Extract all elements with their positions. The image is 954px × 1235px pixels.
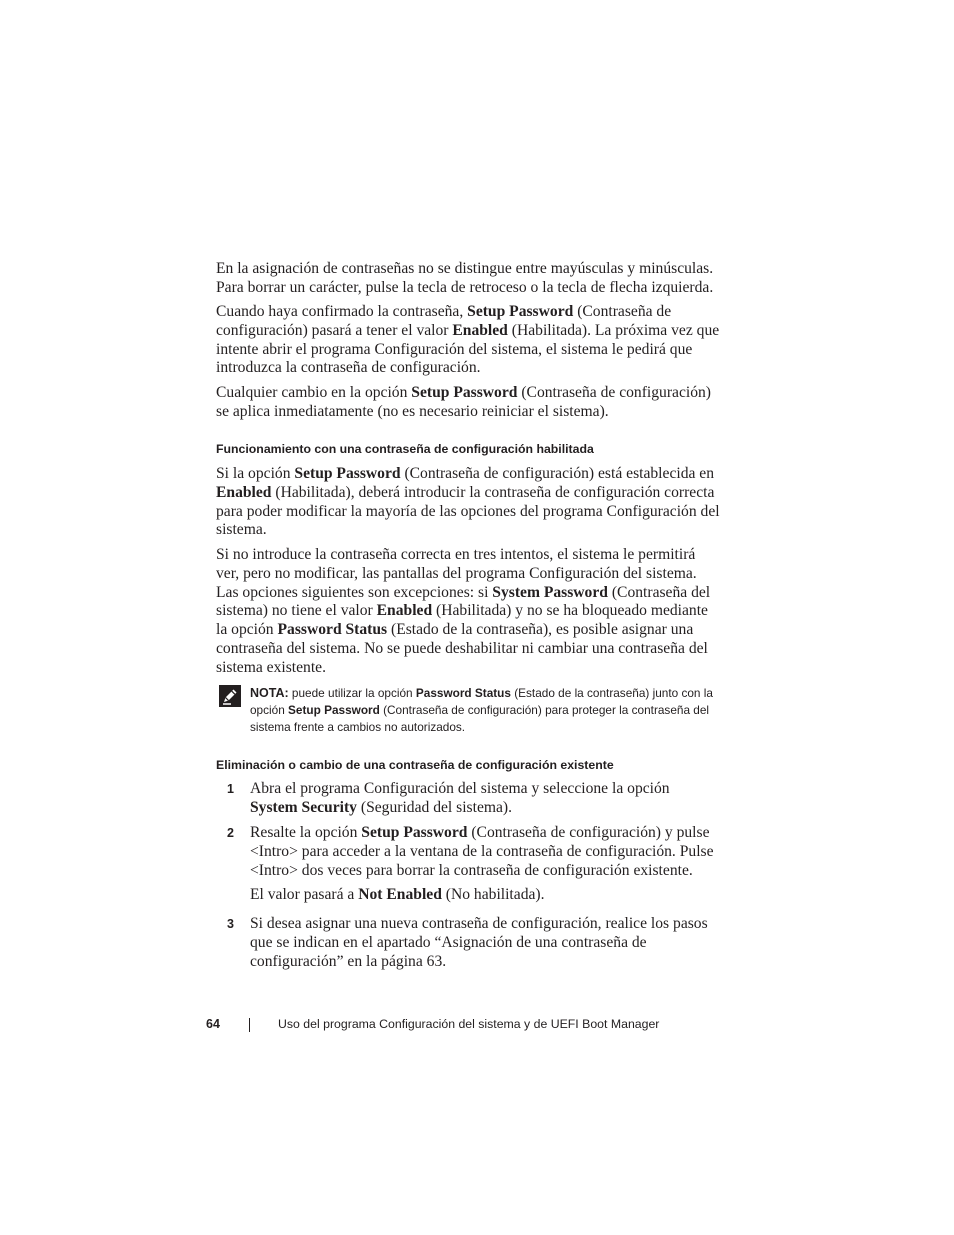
- paragraph-password-case: En la asignación de contraseñas no se distingue entre mayúsculas y minúsculas. Para borrar un carácter, pulse la tecla de retroceso o la tecla de flecha izquierda.: [216, 260, 714, 296]
- value-enabled: Enabled: [376, 602, 433, 620]
- option-system-security: System Security: [250, 798, 357, 816]
- value-not-enabled: Not Enabled: [358, 886, 442, 903]
- paragraph-enabled-password: Si la opción Setup Password (Contraseña de configuración) está establecida en Enabled (Habilitada), deberá introducir la contraseña de configuración correcta para poder modificar la mayoría de las opciones del programa Configuración del sistema.: [216, 465, 720, 539]
- option-setup-password: Setup Password: [361, 824, 468, 841]
- paragraph-immediate-change: Cualquier cambio en la opción Setup Password (Contraseña de configuración) se aplica inmediatamente (no es necesario reiniciar el sistema).: [216, 384, 711, 420]
- step-subtext: El valor pasará a Not Enabled (No habilitada).: [250, 886, 545, 903]
- footer-separator: [249, 1018, 250, 1032]
- option-setup-password: Setup Password: [288, 703, 380, 717]
- value-enabled: Enabled: [216, 483, 272, 501]
- step-text: Abra el programa Configuración del sistema y seleccione la opción System Security (Seguridad del sistema).: [250, 780, 670, 816]
- option-password-status: Password Status: [277, 621, 388, 639]
- footer-chapter-title: Uso del programa Configuración del sistema y de UEFI Boot Manager: [278, 1017, 660, 1031]
- step-text: Si desea asignar una nueva contraseña de configuración, realice los pasos que se indican en el apartado “Asignación de una contraseña de configuración” en la página 63.: [250, 915, 708, 970]
- paragraph-three-attempts: Si no introduce la contraseña correcta en tres intentos, el sistema le permitirá ver, pero no modificar, las pantallas del programa Configuración del sistema. Las opciones siguientes son excepciones: si System Password (Contraseña del sistema) no tiene el valor Enabled (Habilitada) y no se ha bloqueado mediante la opción Password Status (Estado de la contraseña), es posible asignar una contraseña del sistema. No se puede deshabilitar ni cambiar una contraseña del sistema existente.: [216, 546, 711, 676]
- note-box: NOTA: puede utilizar la opción Password Status (Estado de la contraseña) junto con la opción Setup Password (Contraseña de configuración) para proteger la contraseña del sistema frente a cambios no autorizados.: [250, 686, 713, 734]
- paragraph-password-confirmed: Cuando haya confirmado la contraseña, Setup Password (Contraseña de configuración) pasará a tener el valor Enabled (Habilitada). La próxima vez que intente abrir el programa Configuración del sistema, el sistema le pedirá que introduzca la contraseña de configuración.: [216, 303, 720, 377]
- step-number: 3: [227, 917, 234, 931]
- step-number: 2: [227, 826, 234, 840]
- note-label: NOTA:: [250, 686, 289, 700]
- option-system-password: System Password: [492, 583, 608, 601]
- note-pencil-icon: [219, 685, 241, 707]
- option-setup-password: Setup Password: [294, 465, 401, 482]
- section-heading-enabled-password: Funcionamiento con una contraseña de configuración habilitada: [216, 442, 594, 456]
- option-password-status: Password Status: [415, 686, 511, 700]
- step-number: 1: [227, 782, 234, 796]
- page-number: 64: [206, 1017, 220, 1031]
- step-text: Resalte la opción Setup Password (Contraseña de configuración) y pulse <Intro> para acceder a la ventana de la contraseña de configuración. Pulse <Intro> dos veces para borrar la contraseña de configuración existente.: [250, 824, 714, 879]
- section-heading-remove-password: Eliminación o cambio de una contraseña de configuración existente: [216, 758, 614, 772]
- value-enabled: Enabled: [452, 321, 508, 339]
- option-setup-password: Setup Password: [411, 384, 518, 401]
- option-setup-password: Setup Password: [467, 303, 574, 320]
